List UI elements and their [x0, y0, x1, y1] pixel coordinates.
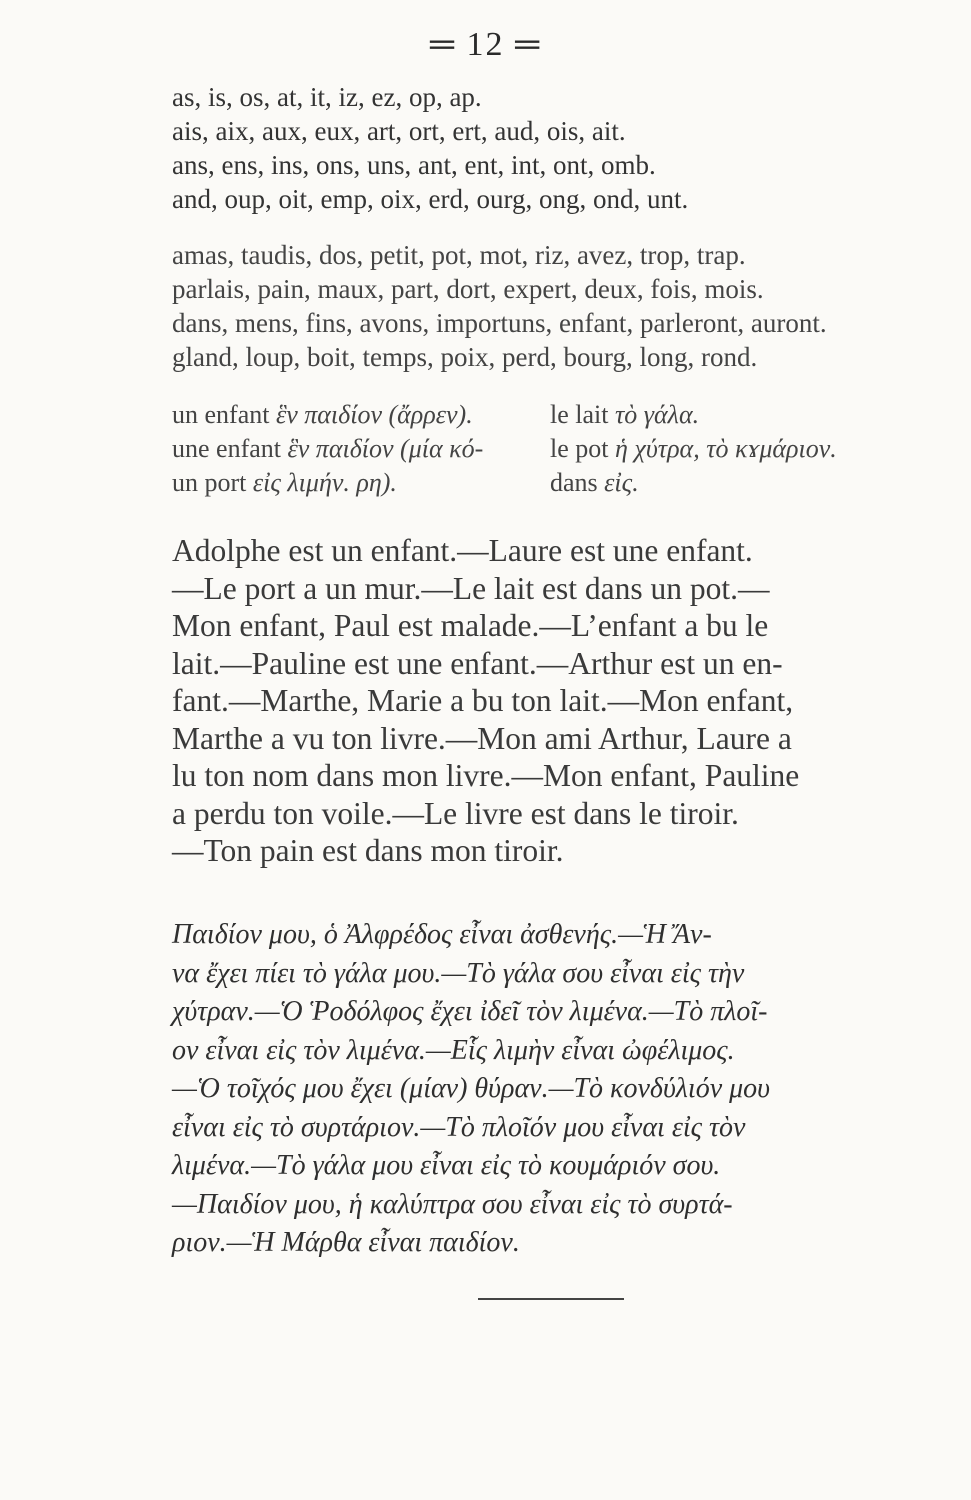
- greek-translation-passage: [172, 916, 922, 1263]
- page-number: ═ 12 ═: [429, 26, 542, 63]
- vocab-left: [172, 466, 550, 500]
- vocab-greek: εἰς.: [604, 468, 639, 497]
- vocab-row: [172, 398, 932, 432]
- french-line: Marthe a vu ton livre.—Mon ami Arthur, Laure a: [172, 720, 792, 756]
- greek-line: να ἔχει πίει τὸ γάλα μου.—Τὸ γάλα σου εἶναι εἰς τὴν: [172, 957, 745, 989]
- vocab-row: [172, 432, 932, 466]
- vocab-french: le pot: [550, 434, 615, 463]
- greek-line: ον εἶναι εἰς τὸν λιμένα.—Εἷς λιμὴν εἶναι ὠφέλιμος.: [172, 1034, 735, 1066]
- greek-line: εἶναι εἰς τὸ συρτάριον.—Τὸ πλοῖόν μου εἶναι εἰς τὸν: [172, 1111, 746, 1143]
- vocab-french: le lait: [550, 400, 615, 429]
- french-line: a perdu ton voile.—Le livre est dans le tiroir.: [172, 795, 739, 831]
- section-divider: [478, 1298, 624, 1300]
- french-line: lait.—Pauline est une enfant.—Arthur est un en-: [172, 645, 783, 681]
- vocab-greek: ἡ χύτρα, τὸ κɤμάριον.: [615, 434, 837, 463]
- vocab-left: [172, 432, 550, 466]
- syllable-line: ais, aix, aux, eux, art, ort, ert, aud, ois, ait.: [172, 116, 626, 146]
- greek-line: χύτραν.—Ὁ Ῥοδόλφος ἔχει ἰδεῖ τὸν λιμένα.—Τὸ πλοῖ-: [172, 996, 768, 1027]
- french-line: Adolphe est un enfant.—Laure est une enfant.: [172, 533, 753, 568]
- vocab-left: [172, 398, 550, 432]
- vocab-greek: ἓν παιδίον (ἄρρεν).: [275, 400, 473, 429]
- syllable-line: ans, ens, ins, ons, uns, ant, ent, int, ont, omb.: [172, 150, 656, 180]
- greek-line: Παιδίον μου, ὁ Ἀλφρέδος εἶναι ἀσθενής.—Ἡ Ἄν-: [172, 919, 712, 950]
- syllable-line: and, oup, oit, emp, oix, erd, ourg, ong, ond, unt.: [172, 184, 689, 214]
- vocab-row: [172, 466, 932, 500]
- vocab-french: une enfant: [172, 434, 288, 463]
- vocab-greek: εἰς λιμήν. ρη).: [252, 468, 397, 497]
- greek-line: —Ὁ τοῖχός μου ἔχει (μίαν) θύραν.—Τὸ κονδύλιόν μου: [172, 1073, 771, 1104]
- greek-line: —Παιδίον μου, ἡ καλύπτρα σου εἶναι εἰς τὸ συρτά-: [172, 1188, 733, 1220]
- vocab-greek: τὸ γάλα.: [614, 400, 700, 429]
- greek-line: λιμένα.—Τὸ γάλα μου εἶναι εἰς τὸ κουμάριόν σου.: [172, 1150, 721, 1181]
- french-line: —Ton pain est dans mon tiroir.: [172, 833, 564, 868]
- french-reading-passage: [172, 532, 922, 870]
- vocabulary-list: [172, 398, 932, 500]
- greek-line: ριον.—Ἡ Μάρθα εἶναι παιδίον.: [172, 1227, 520, 1258]
- french-line: —Le port a un mur.—Le lait est dans un pot.—: [172, 570, 770, 606]
- vocab-french: un enfant: [172, 400, 276, 429]
- french-line: fant.—Marthe, Marie a bu ton lait.—Mon enfant,: [172, 683, 794, 718]
- vocab-french: dans: [550, 468, 605, 497]
- vocab-greek: ἓν παιδίον (μία κό-: [287, 434, 484, 463]
- word-line: amas, taudis, dos, petit, pot, mot, riz, avez, trop, trap.: [172, 240, 746, 270]
- word-line: parlais, pain, maux, part, dort, expert, deux, fois, mois.: [172, 274, 764, 304]
- vocab-french: un port: [172, 468, 253, 497]
- french-line: lu ton nom dans mon livre.—Mon enfant, Pauline: [172, 758, 800, 793]
- french-line: Mon enfant, Paul est malade.—L’enfant a bu le: [172, 608, 769, 643]
- word-line: dans, mens, fins, avons, importuns, enfant, parleront, auront.: [172, 308, 827, 338]
- syllable-exercise: [172, 80, 932, 216]
- syllable-line: as, is, os, at, it, iz, ez, op, ap.: [172, 82, 482, 112]
- word-exercise: [172, 238, 932, 374]
- word-line: gland, loup, boit, temps, poix, perd, bourg, long, rond.: [172, 342, 758, 372]
